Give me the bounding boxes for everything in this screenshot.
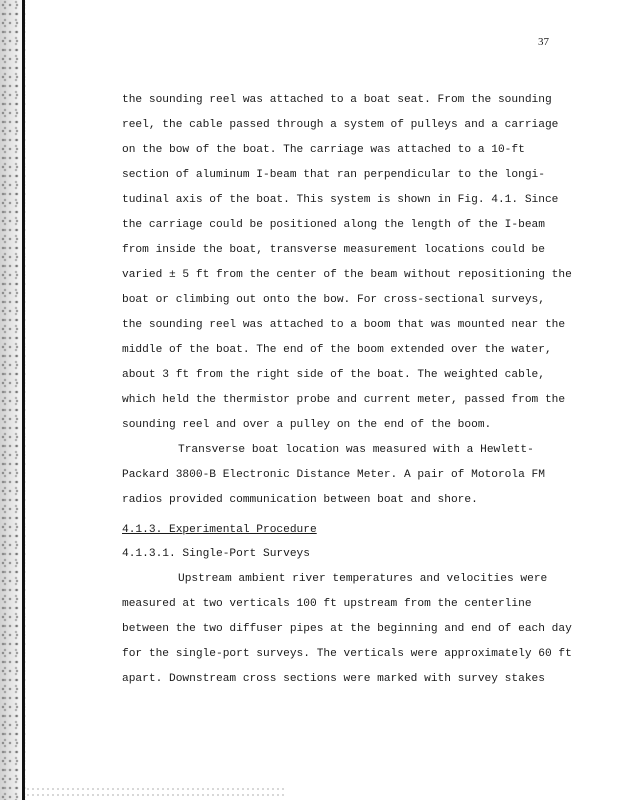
body-line: on the bow of the boat. The carriage was attached to a 10-ft <box>122 144 525 156</box>
body-line: reel, the cable passed through a system of pulleys and a carriage <box>122 119 559 131</box>
body-line: boat or climbing out onto the bow. For cross-sectional surveys, <box>122 294 545 306</box>
body-line: measured at two verticals 100 ft upstream from the centerline <box>122 598 532 610</box>
body-line: between the two diffuser pipes at the beginning and end of each day <box>122 623 572 635</box>
binding-line <box>22 0 25 800</box>
body-line-indented: Upstream ambient river temperatures and velocities were <box>178 573 548 585</box>
body-line: the carriage could be positioned along the length of the I-beam <box>122 219 545 231</box>
body-line: tudinal axis of the boat. This system is shown in Fig. 4.1. Since <box>122 194 559 206</box>
body-line: apart. Downstream cross sections were marked with survey stakes <box>122 673 545 685</box>
body-line: which held the thermistor probe and current meter, passed from the <box>122 394 566 406</box>
body-line: Packard 3800-B Electronic Distance Meter. A pair of Motorola FM <box>122 469 545 481</box>
body-line: varied ± 5 ft from the center of the beam without repositioning the <box>122 269 572 281</box>
subsection-heading: 4.1.3.1. Single-Port Surveys <box>122 548 310 560</box>
scan-speckle <box>26 786 286 800</box>
body-line: the sounding reel was attached to a boom that was mounted near the <box>122 319 566 331</box>
body-line: the sounding reel was attached to a boat seat. From the sounding <box>122 94 552 106</box>
body-line: from inside the boat, transverse measurement locations could be <box>122 244 545 256</box>
body-line: middle of the boat. The end of the boom extended over the water, <box>122 344 552 356</box>
section-heading: 4.1.3. Experimental Procedure <box>122 524 317 536</box>
page-number: 37 <box>538 36 549 48</box>
body-line-indented: Transverse boat location was measured with a Hewlett- <box>178 444 534 456</box>
body-line: for the single-port surveys. The verticals were approximately 60 ft <box>122 648 572 660</box>
body-line: section of aluminum I-beam that ran perpendicular to the longi- <box>122 169 545 181</box>
body-line: sounding reel and over a pulley on the end of the boom. <box>122 419 492 431</box>
body-line: about 3 ft from the right side of the boat. The weighted cable, <box>122 369 545 381</box>
body-line: radios provided communication between boat and shore. <box>122 494 478 506</box>
